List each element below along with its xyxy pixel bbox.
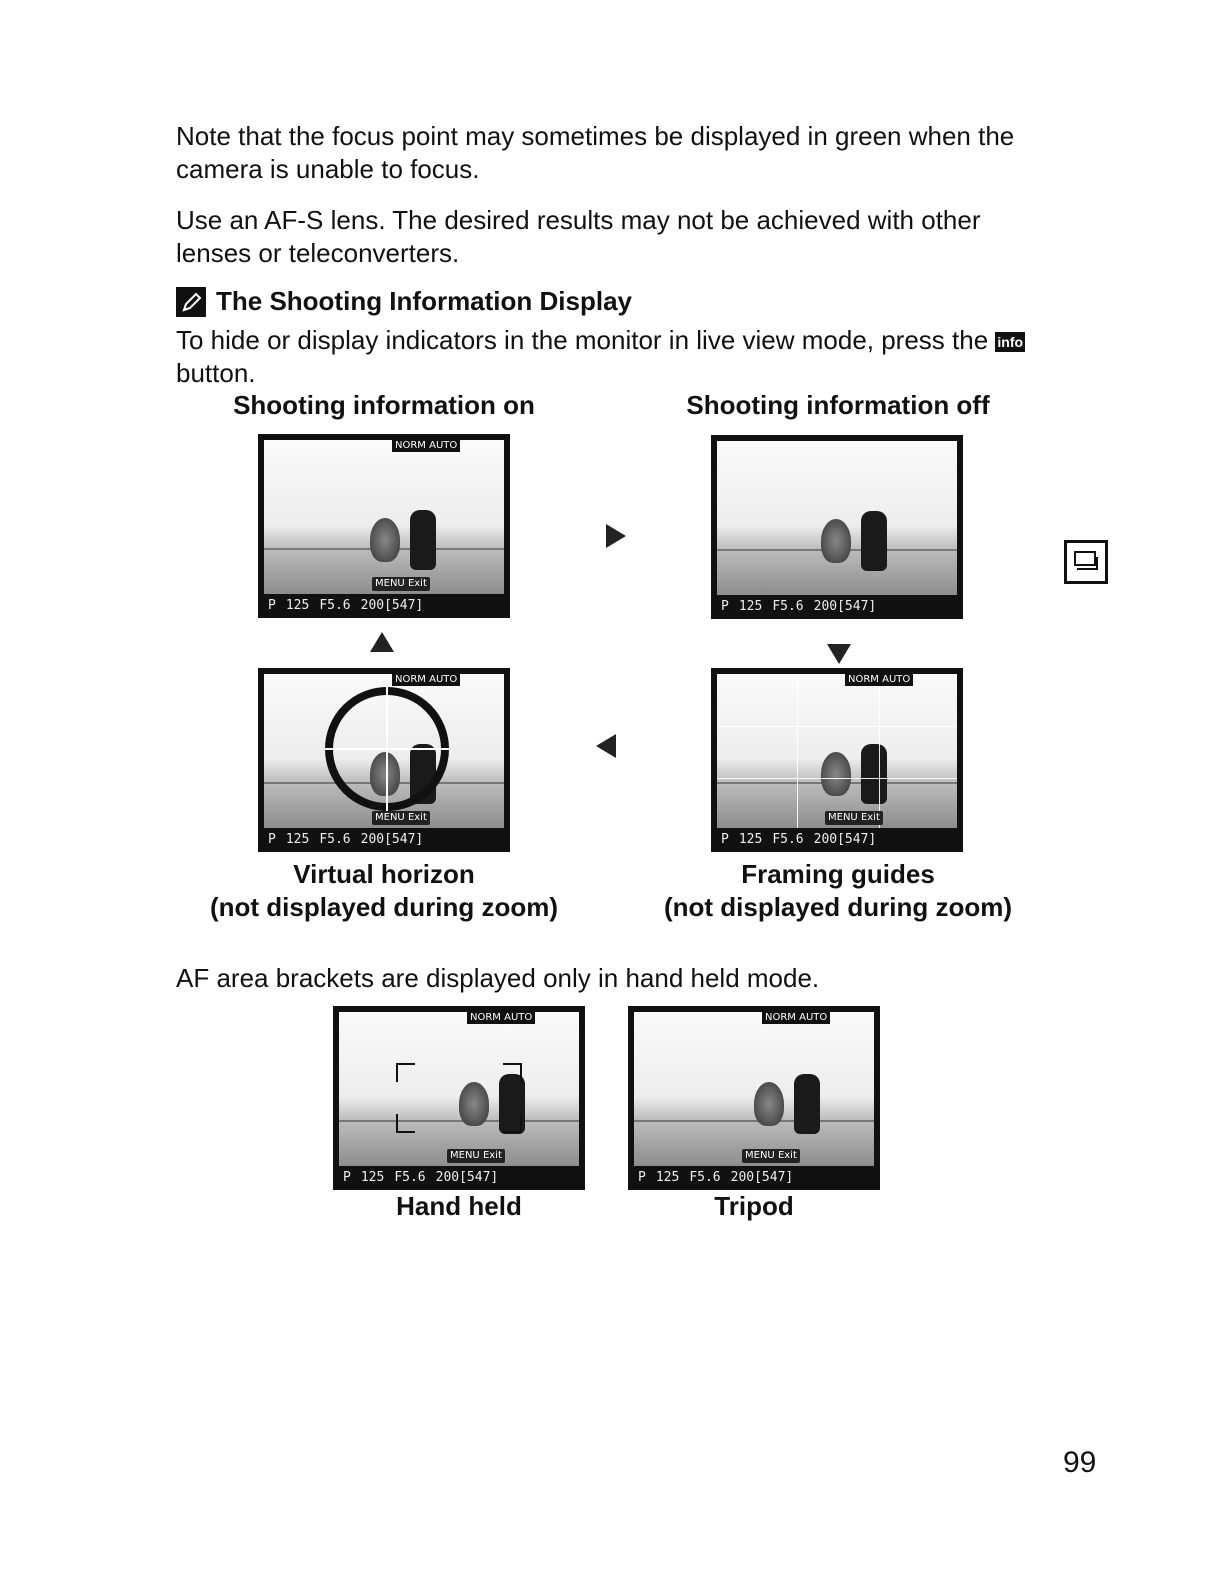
paragraph-lens-note: Use an AF-S lens. The desired results may not be achieved with other lenses or teleconverters. — [176, 205, 981, 268]
screen-virtual-horizon — [258, 668, 510, 852]
screen-tripod — [628, 1006, 880, 1190]
status-bar: P 125 F5.6 200[547] — [260, 594, 508, 616]
scene — [264, 440, 504, 594]
exit-indicator: MENU Exit — [825, 811, 883, 825]
caption-framing-guides: Framing guides (not displayed during zoom) — [663, 859, 1013, 922]
exit-indicator: MENU Exit — [742, 1149, 800, 1163]
scene — [264, 674, 504, 828]
quality-indicator: NORM AUTO — [845, 673, 913, 686]
arrow-down-icon — [827, 644, 851, 664]
note-heading — [176, 286, 632, 317]
column-heading-off: Shooting information off — [686, 390, 990, 420]
screen-framing-guides — [711, 668, 963, 852]
scene — [339, 1012, 579, 1166]
column-heading-on: Shooting information on — [233, 390, 535, 420]
screen-info-off — [711, 435, 963, 619]
status-bar: P 125 F5.6 200[547] — [260, 828, 508, 850]
arrow-up-icon — [370, 632, 394, 652]
screen-hand-held — [333, 1006, 585, 1190]
caption-virtual-horizon: Virtual horizon (not displayed during zoom) — [209, 859, 559, 922]
exit-indicator: MENU Exit — [372, 577, 430, 591]
paragraph-af-brackets: AF area brackets are displayed only in hand held mode. — [176, 963, 820, 993]
caption-tripod: Tripod — [714, 1191, 794, 1221]
exit-indicator: MENU Exit — [372, 811, 430, 825]
live-view-tab-icon — [1064, 540, 1108, 584]
af-brackets-icon — [389, 1052, 529, 1142]
status-bar: P 125 F5.6 200[547] — [335, 1166, 583, 1188]
status-bar: P 125 F5.6 200[547] — [713, 595, 961, 617]
horizon-ring-icon — [322, 684, 452, 814]
info-button-icon: info — [997, 334, 1024, 351]
note-title: The Shooting Information Display — [216, 286, 632, 316]
pencil-icon — [176, 287, 206, 317]
caption-hand-held: Hand held — [396, 1191, 522, 1221]
page-number: 99 — [1063, 1446, 1097, 1479]
quality-indicator: NORM AUTO — [762, 1011, 830, 1024]
arrow-left-icon — [596, 734, 616, 758]
paragraph-focus-note: Note that the focus point may sometimes be displayed in green when the camera is unable to focus. — [176, 121, 1015, 184]
quality-indicator: NORM AUTO — [392, 439, 460, 452]
status-bar: P 125 F5.6 200[547] — [713, 828, 961, 850]
arrow-right-icon — [606, 524, 626, 548]
quality-indicator: NORM AUTO — [467, 1011, 535, 1024]
note-body: To hide or display indicators in the monitor in live view mode, press the info button. — [176, 325, 1024, 388]
quality-indicator: NORM AUTO — [392, 673, 460, 686]
scene — [717, 441, 957, 595]
scene — [717, 674, 957, 828]
scene — [634, 1012, 874, 1166]
status-bar: P 125 F5.6 200[547] — [630, 1166, 878, 1188]
screen-info-on — [258, 434, 510, 618]
exit-indicator: MENU Exit — [447, 1149, 505, 1163]
